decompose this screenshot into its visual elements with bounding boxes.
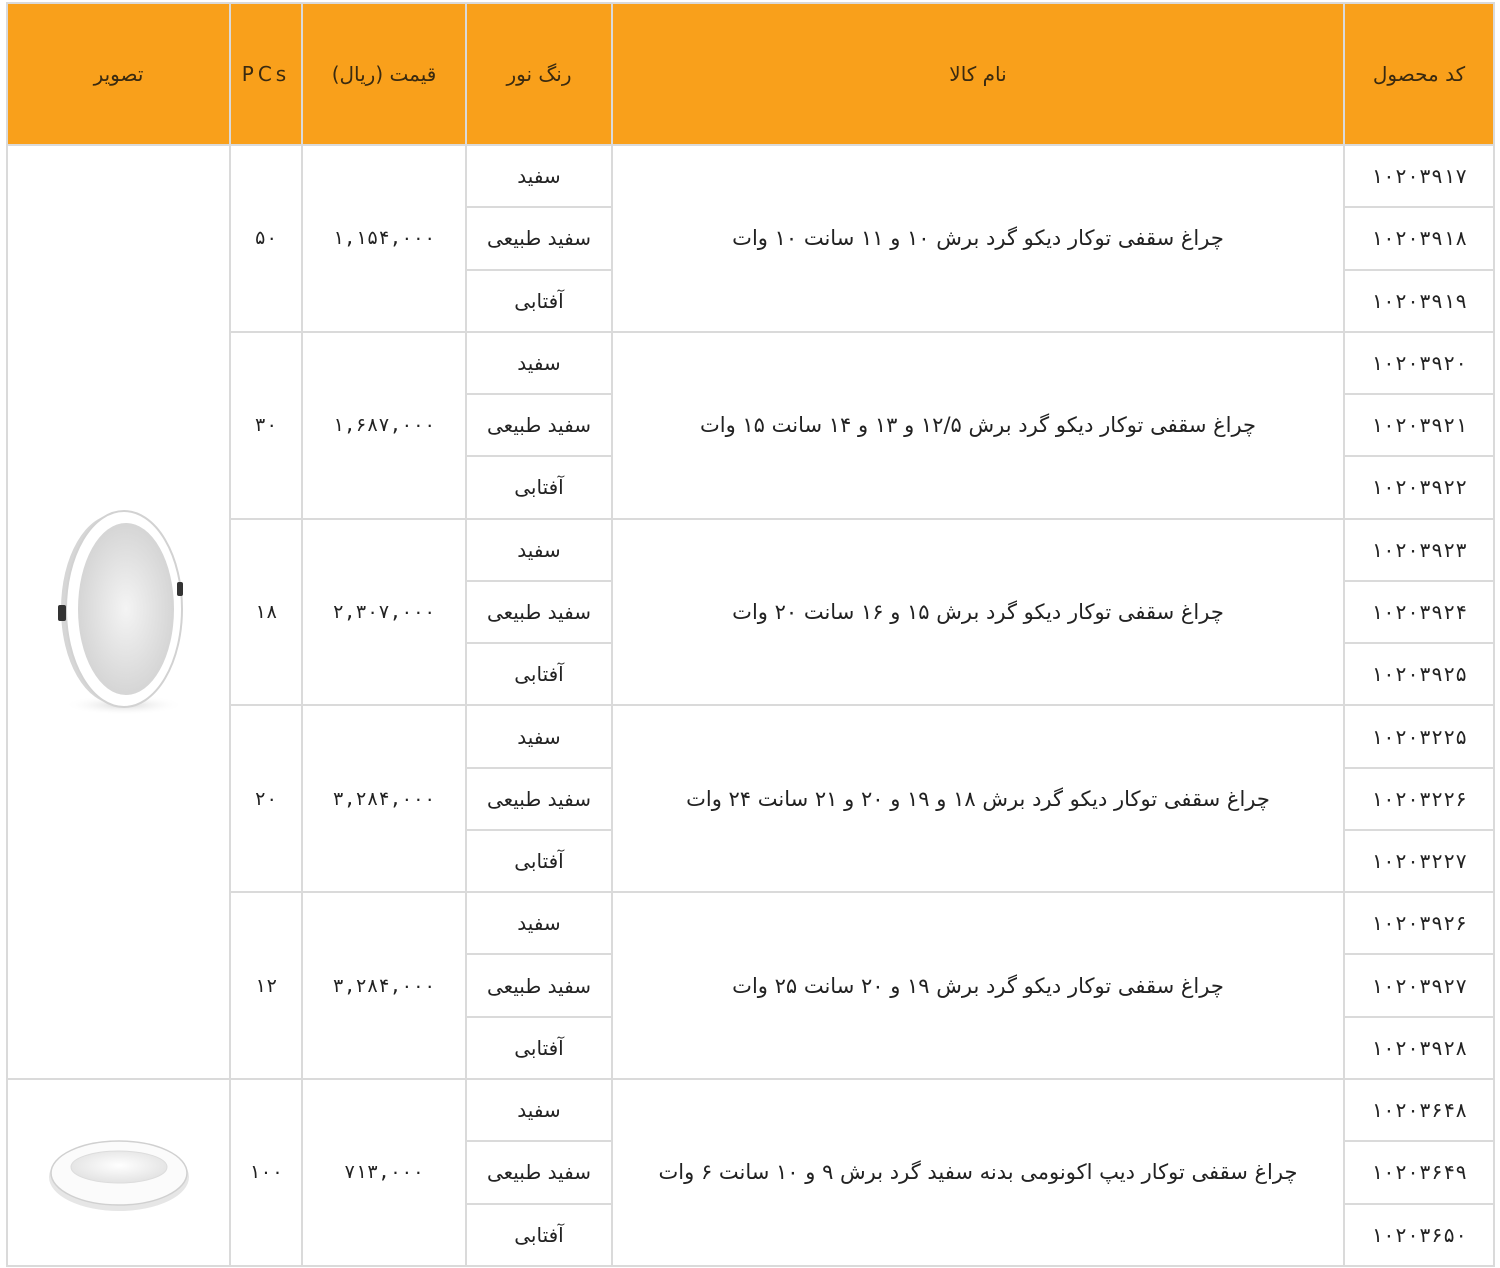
header-row xyxy=(7,3,1494,145)
light-color: آفتابی xyxy=(466,643,612,705)
price-table xyxy=(6,2,1495,1267)
light-color: آفتابی xyxy=(466,456,612,518)
product-image-cell xyxy=(7,1079,230,1266)
product-code: ۱۰۲۰۳۹۲۰ xyxy=(1344,332,1494,394)
light-color: آفتابی xyxy=(466,830,612,892)
product-code: ۱۰۲۰۳۹۱۹ xyxy=(1344,270,1494,332)
product-pcs: ۵۰ xyxy=(230,145,302,332)
light-color: آفتابی xyxy=(466,270,612,332)
header-color: رنگ نور xyxy=(466,3,612,145)
light-color: سفید xyxy=(466,892,612,954)
product-name: چراغ سقفی توکار دیکو گرد برش ۱۹ و ۲۰ سانت ۲۵ وات xyxy=(612,892,1344,1079)
product-code: ۱۰۲۰۳۹۲۶ xyxy=(1344,892,1494,954)
product-name: چراغ سقفی توکار دیپ اکونومی بدنه سفید گرد برش ۹ و ۱۰ سانت ۶ وات xyxy=(612,1079,1344,1266)
product-code: ۱۰۲۰۳۹۲۷ xyxy=(1344,954,1494,1016)
product-code: ۱۰۲۰۳۶۴۹ xyxy=(1344,1141,1494,1203)
product-name: چراغ سقفی توکار دیکو گرد برش ۱۲/۵ و ۱۳ و ۱۴ سانت ۱۵ وات xyxy=(612,332,1344,519)
product-price: ۱,۶۸۷,۰۰۰ xyxy=(302,332,466,519)
light-color: آفتابی xyxy=(466,1017,612,1079)
header-pcs: PCs xyxy=(230,3,302,145)
downlight-flat-icon xyxy=(44,1127,194,1217)
product-code: ۱۰۲۰۳۹۲۵ xyxy=(1344,643,1494,705)
light-color: سفید طبیعی xyxy=(466,207,612,269)
table-row xyxy=(7,1079,1494,1141)
light-color: سفید xyxy=(466,519,612,581)
light-color: سفید طبیعی xyxy=(466,768,612,830)
light-color: سفید طبیعی xyxy=(466,954,612,1016)
product-pcs: ۲۰ xyxy=(230,705,302,892)
header-name: نام کالا xyxy=(612,3,1344,145)
product-name: چراغ سقفی توکار دیکو گرد برش ۱۵ و ۱۶ سانت ۲۰ وات xyxy=(612,519,1344,706)
table-row xyxy=(7,145,1494,207)
product-price: ۱,۱۵۴,۰۰۰ xyxy=(302,145,466,332)
product-code: ۱۰۲۰۳۲۲۵ xyxy=(1344,705,1494,767)
product-pcs: ۱۰۰ xyxy=(230,1079,302,1266)
product-price: ۲,۳۰۷,۰۰۰ xyxy=(302,519,466,706)
product-price: ۳,۲۸۴,۰۰۰ xyxy=(302,892,466,1079)
light-color: آفتابی xyxy=(466,1204,612,1266)
product-name: چراغ سقفی توکار دیکو گرد برش ۱۸ و ۱۹ و ۲۰ و ۲۱ سانت ۲۴ وات xyxy=(612,705,1344,892)
product-code: ۱۰۲۰۳۹۱۸ xyxy=(1344,207,1494,269)
product-code: ۱۰۲۰۳۹۲۲ xyxy=(1344,456,1494,518)
product-code: ۱۰۲۰۳۲۲۶ xyxy=(1344,768,1494,830)
light-color: سفید طبیعی xyxy=(466,394,612,456)
light-color: سفید طبیعی xyxy=(466,1141,612,1203)
product-code: ۱۰۲۰۳۲۲۷ xyxy=(1344,830,1494,892)
table-row xyxy=(7,332,1494,394)
table-row xyxy=(7,519,1494,581)
product-code: ۱۰۲۰۳۹۲۴ xyxy=(1344,581,1494,643)
light-color: سفید xyxy=(466,145,612,207)
product-code: ۱۰۲۰۳۹۲۳ xyxy=(1344,519,1494,581)
light-color: سفید xyxy=(466,705,612,767)
product-code: ۱۰۲۰۳۹۲۱ xyxy=(1344,394,1494,456)
downlight-side-icon xyxy=(44,497,194,727)
table-row xyxy=(7,705,1494,767)
product-code: ۱۰۲۰۳۹۲۸ xyxy=(1344,1017,1494,1079)
product-name: چراغ سقفی توکار دیکو گرد برش ۱۰ و ۱۱ سانت ۱۰ وات xyxy=(612,145,1344,332)
product-price: ۷۱۳,۰۰۰ xyxy=(302,1079,466,1266)
light-color: سفید طبیعی xyxy=(466,581,612,643)
light-color: سفید xyxy=(466,1079,612,1141)
product-code: ۱۰۲۰۳۶۴۸ xyxy=(1344,1079,1494,1141)
product-price: ۳,۲۸۴,۰۰۰ xyxy=(302,705,466,892)
header-price: قیمت (ریال) xyxy=(302,3,466,145)
product-code: ۱۰۲۰۳۶۵۰ xyxy=(1344,1204,1494,1266)
table-row xyxy=(7,892,1494,954)
product-image-cell xyxy=(7,145,230,1079)
light-color: سفید xyxy=(466,332,612,394)
header-code: کد محصول xyxy=(1344,3,1494,145)
product-code: ۱۰۲۰۳۹۱۷ xyxy=(1344,145,1494,207)
product-pcs: ۱۸ xyxy=(230,519,302,706)
product-pcs: ۳۰ xyxy=(230,332,302,519)
header-image: تصویر xyxy=(7,3,230,145)
product-pcs: ۱۲ xyxy=(230,892,302,1079)
